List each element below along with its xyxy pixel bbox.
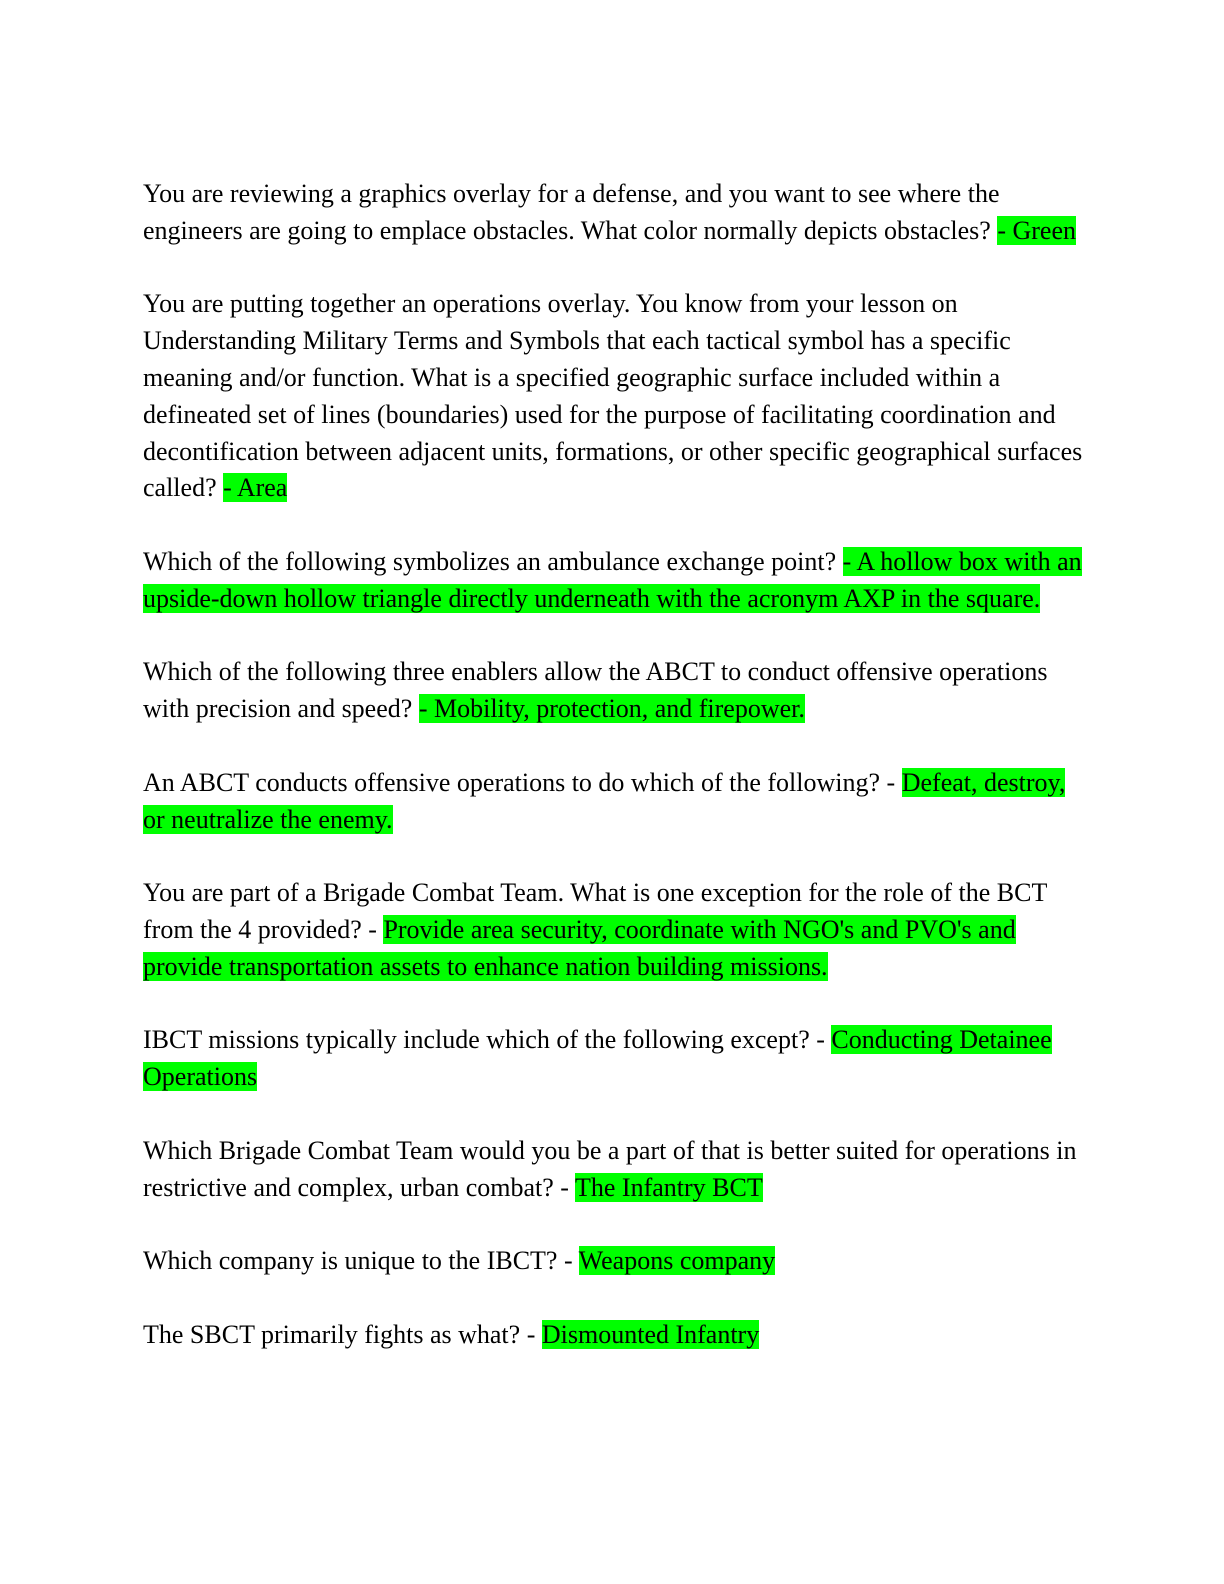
answer-highlight: Weapons company [578, 1246, 776, 1276]
answer-highlight: Provide area security, coordinate with NGO's and PVO's and provide transportation assets to enhance nation building missions. [143, 914, 1016, 981]
question-text: Which of the following three enablers allow the ABCT to conduct offensive operations with precision and speed? [143, 657, 1048, 724]
qa-item-10 [143, 1317, 1083, 1354]
qa-item-6 [143, 875, 1083, 985]
qa-item-1 [143, 176, 1083, 250]
qa-item-9 [143, 1243, 1083, 1280]
question-text: Which Brigade Combat Team would you be a part of that is better suited for operations in restrictive and complex, urban combat? [143, 1135, 1077, 1202]
question-text: You are part of a Brigade Combat Team. What is one exception for the role of the BCT from the 4 provided? [143, 878, 1047, 944]
answer-highlight: Conducting Detainee Operations [143, 1025, 1052, 1092]
answer-separator: - [557, 1246, 579, 1276]
answer-separator [836, 547, 843, 576]
qa-item-4 [143, 654, 1083, 728]
answer-highlight: - Area [223, 473, 288, 503]
question-text: Which company is unique to the IBCT? [143, 1246, 558, 1276]
answer-separator: - [553, 1172, 575, 1202]
qa-item-2 [143, 286, 1083, 507]
qa-item-5 [143, 765, 1083, 839]
answer-highlight: - Green [997, 215, 1077, 245]
qa-item-7 [143, 1022, 1083, 1096]
question-text: IBCT missions typically include which of the following except? [143, 1025, 810, 1055]
answer-separator: - [880, 767, 902, 797]
document-page [143, 176, 1083, 1390]
answer-highlight: - A hollow box with an upside-down hollow triangle directly underneath with the acronym AXP in the square. [143, 546, 1082, 613]
answer-highlight: The Infantry BCT [575, 1172, 763, 1202]
answer-separator: - [809, 1025, 832, 1055]
qa-item-3 [143, 544, 1083, 618]
answer-highlight: Dismounted Infantry [541, 1319, 760, 1349]
answer-highlight: Defeat, destroy, or neutralize the enemy. [143, 767, 1066, 834]
question-text: An ABCT conducts offensive operations to do which of the following? [143, 767, 881, 797]
question-text: You are putting together an operations overlay. You know from your lesson on Understanding Military Terms and Symbols that each tactical symbol has a specific meaning and/or function. What is a specified geographic surface included within a defineated set of lines (boundaries) used for the purpose of facilitating coordination and decontification between adjacent units, formations, or other specific geographical surfaces called? [143, 289, 1083, 503]
answer-highlight: - Mobility, protection, and firepower. [418, 694, 805, 724]
answer-separator: - [361, 914, 384, 944]
answer-separator: - [520, 1319, 542, 1349]
answer-separator [412, 694, 419, 723]
question-text: The SBCT primarily fights as what? [143, 1319, 521, 1349]
question-text: You are reviewing a graphics overlay for a defense, and you want to see where the engineers are going to emplace obstacles. What color normally depicts obstacles? [143, 179, 1000, 245]
qa-item-8 [143, 1133, 1083, 1207]
question-text: Which of the following symbolizes an ambulance exchange point? [143, 546, 837, 576]
